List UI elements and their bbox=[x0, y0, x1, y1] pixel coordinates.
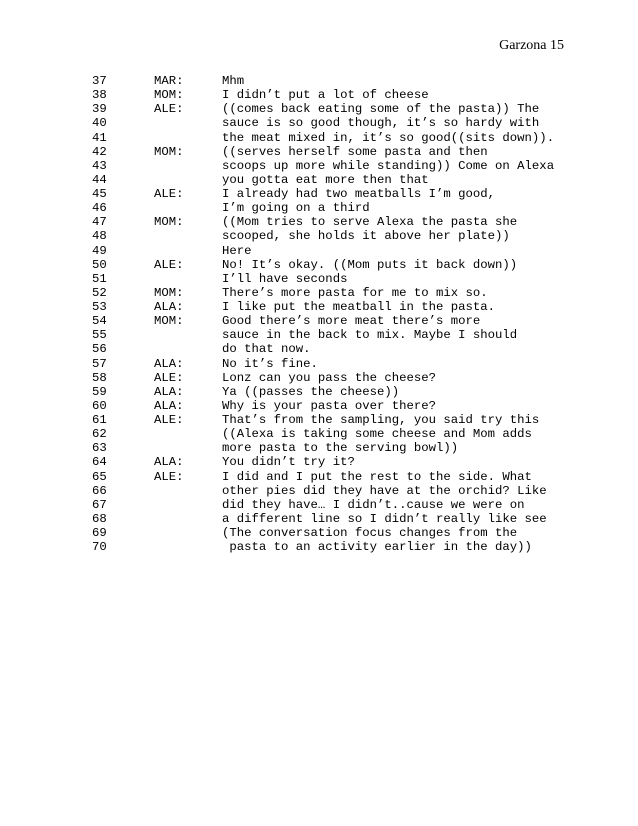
line-number: 51 bbox=[92, 271, 107, 286]
utterance-text: No! It’s okay. ((Mom puts it back down)) bbox=[222, 257, 518, 272]
transcript-line bbox=[0, 74, 638, 88]
speaker-label: ALA: bbox=[154, 300, 184, 314]
line-number: 45 bbox=[92, 187, 107, 201]
transcript-line bbox=[0, 455, 638, 469]
utterance-text: ((comes back eating some of the pasta)) The bbox=[222, 102, 540, 117]
speaker-label: MOM: bbox=[154, 215, 184, 230]
line-number: 70 bbox=[92, 540, 107, 555]
speaker-label: MOM: bbox=[154, 144, 184, 159]
line-number: 67 bbox=[92, 497, 107, 512]
transcript-line bbox=[0, 498, 638, 512]
speaker-label: ALE: bbox=[154, 187, 184, 201]
utterance-text: Ya ((passes the cheese)) bbox=[222, 384, 400, 399]
transcript-line bbox=[0, 215, 638, 229]
transcript-line bbox=[0, 286, 638, 300]
transcript-line bbox=[0, 187, 638, 201]
line-number: 65 bbox=[92, 469, 107, 484]
transcript-line bbox=[0, 342, 638, 356]
utterance-text: (The conversation focus changes from the bbox=[222, 526, 518, 540]
transcript-line bbox=[0, 470, 638, 484]
speaker-label: MOM: bbox=[154, 285, 184, 300]
utterance-text: sauce in the back to mix. Maybe I should bbox=[222, 328, 518, 343]
utterance-text: I’ll have seconds bbox=[222, 271, 348, 286]
transcript-line bbox=[0, 385, 638, 399]
transcript-line bbox=[0, 399, 638, 413]
transcript-line bbox=[0, 201, 638, 215]
speaker-label: ALE: bbox=[154, 413, 184, 427]
running-head: Garzona 15 bbox=[499, 38, 564, 53]
transcript-line bbox=[0, 272, 638, 286]
transcript-line bbox=[0, 357, 638, 371]
speaker-label: ALE: bbox=[154, 257, 184, 272]
line-number: 59 bbox=[92, 384, 107, 399]
line-number: 37 bbox=[92, 74, 107, 88]
speaker-label: MOM: bbox=[154, 314, 184, 329]
utterance-text: I did and I put the rest to the side. What bbox=[222, 469, 532, 484]
speaker-label: ALE: bbox=[154, 469, 184, 484]
line-number: 63 bbox=[92, 441, 107, 456]
line-number: 68 bbox=[92, 511, 107, 526]
line-number: 53 bbox=[92, 300, 107, 314]
line-number: 46 bbox=[92, 201, 107, 216]
line-number: 49 bbox=[92, 243, 107, 258]
transcript-line bbox=[0, 314, 638, 328]
line-number: 60 bbox=[92, 398, 107, 413]
line-number: 42 bbox=[92, 144, 107, 159]
line-number: 61 bbox=[92, 413, 107, 427]
utterance-text: did they have… I didn’t..cause we were on bbox=[222, 497, 525, 512]
speaker-label: ALE: bbox=[154, 370, 184, 385]
speaker-label: MAR: bbox=[154, 74, 184, 88]
transcript-line bbox=[0, 526, 638, 540]
transcript-line bbox=[0, 244, 638, 258]
line-number: 52 bbox=[92, 285, 107, 300]
utterance-text: sauce is so good though, it’s so hardy with bbox=[222, 116, 540, 131]
utterance-text: ((Alexa is taking some cheese and Mom adds bbox=[222, 427, 532, 442]
transcript-line bbox=[0, 229, 638, 243]
speaker-label: ALE: bbox=[154, 102, 184, 117]
transcript-line bbox=[0, 173, 638, 187]
line-number: 69 bbox=[92, 526, 107, 540]
utterance-text: scooped, she holds it above her plate)) bbox=[222, 229, 510, 244]
utterance-text: other pies did they have at the orchid? Like bbox=[222, 483, 547, 498]
line-number: 66 bbox=[92, 483, 107, 498]
utterance-text: a different line so I didn’t really like see bbox=[222, 511, 547, 526]
line-number: 43 bbox=[92, 158, 107, 173]
speaker-label: ALA: bbox=[154, 356, 184, 371]
line-number: 58 bbox=[92, 370, 107, 385]
transcript-line bbox=[0, 300, 638, 314]
utterance-text: That’s from the sampling, you said try this bbox=[222, 413, 540, 427]
utterance-text: No it’s fine. bbox=[222, 356, 318, 371]
speaker-label: ALA: bbox=[154, 455, 184, 470]
line-number: 44 bbox=[92, 172, 107, 187]
utterance-text: I already had two meatballs I’m good, bbox=[222, 187, 496, 201]
utterance-text: Mhm bbox=[222, 74, 245, 88]
transcript-line bbox=[0, 159, 638, 173]
speaker-label: MOM: bbox=[154, 88, 184, 103]
utterance-text: I’m going on a third bbox=[222, 201, 370, 216]
line-number: 47 bbox=[92, 215, 107, 230]
transcript-line bbox=[0, 116, 638, 130]
utterance-text: scoops up more while standing)) Come on Alexa bbox=[222, 158, 555, 173]
utterance-text: pasta to an activity earlier in the day)) bbox=[222, 540, 532, 555]
transcript-line bbox=[0, 328, 638, 342]
utterance-text: I didn’t put a lot of cheese bbox=[222, 88, 429, 103]
utterance-text: There’s more pasta for me to mix so. bbox=[222, 285, 488, 300]
transcript-line bbox=[0, 512, 638, 526]
line-number: 48 bbox=[92, 229, 107, 244]
utterance-text: you gotta eat more then that bbox=[222, 172, 429, 187]
line-number: 50 bbox=[92, 257, 107, 272]
line-number: 57 bbox=[92, 356, 107, 371]
line-number: 55 bbox=[92, 328, 107, 343]
transcript-line bbox=[0, 88, 638, 102]
line-number: 56 bbox=[92, 342, 107, 357]
line-number: 62 bbox=[92, 427, 107, 442]
utterance-text: Why is your pasta over there? bbox=[222, 398, 437, 413]
transcript-line bbox=[0, 131, 638, 145]
transcript-line bbox=[0, 258, 638, 272]
utterance-text: ((serves herself some pasta and then bbox=[222, 144, 488, 159]
transcript-line bbox=[0, 371, 638, 385]
utterance-text: Here bbox=[222, 243, 252, 258]
line-number: 39 bbox=[92, 102, 107, 117]
line-number: 54 bbox=[92, 314, 107, 329]
utterance-text: do that now. bbox=[222, 342, 311, 357]
speaker-label: ALA: bbox=[154, 398, 184, 413]
speaker-label: ALA: bbox=[154, 384, 184, 399]
utterance-text: I like put the meatball in the pasta. bbox=[222, 300, 496, 314]
transcript-line bbox=[0, 484, 638, 498]
utterance-text: ((Mom tries to serve Alexa the pasta she bbox=[222, 215, 518, 230]
transcript-line bbox=[0, 102, 638, 116]
transcript-line bbox=[0, 413, 638, 427]
utterance-text: You didn’t try it? bbox=[222, 455, 355, 470]
line-number: 64 bbox=[92, 455, 107, 470]
transcript-line bbox=[0, 427, 638, 441]
transcript-line bbox=[0, 145, 638, 159]
utterance-text: more pasta to the serving bowl)) bbox=[222, 441, 459, 456]
transcript-line bbox=[0, 441, 638, 455]
transcript bbox=[0, 74, 638, 554]
line-number: 40 bbox=[92, 116, 107, 131]
utterance-text: Good there’s more meat there’s more bbox=[222, 314, 481, 329]
line-number: 41 bbox=[92, 130, 107, 145]
utterance-text: the meat mixed in, it’s so good((sits down)). bbox=[222, 130, 555, 145]
utterance-text: Lonz can you pass the cheese? bbox=[222, 370, 437, 385]
line-number: 38 bbox=[92, 88, 107, 103]
transcript-line bbox=[0, 540, 638, 554]
